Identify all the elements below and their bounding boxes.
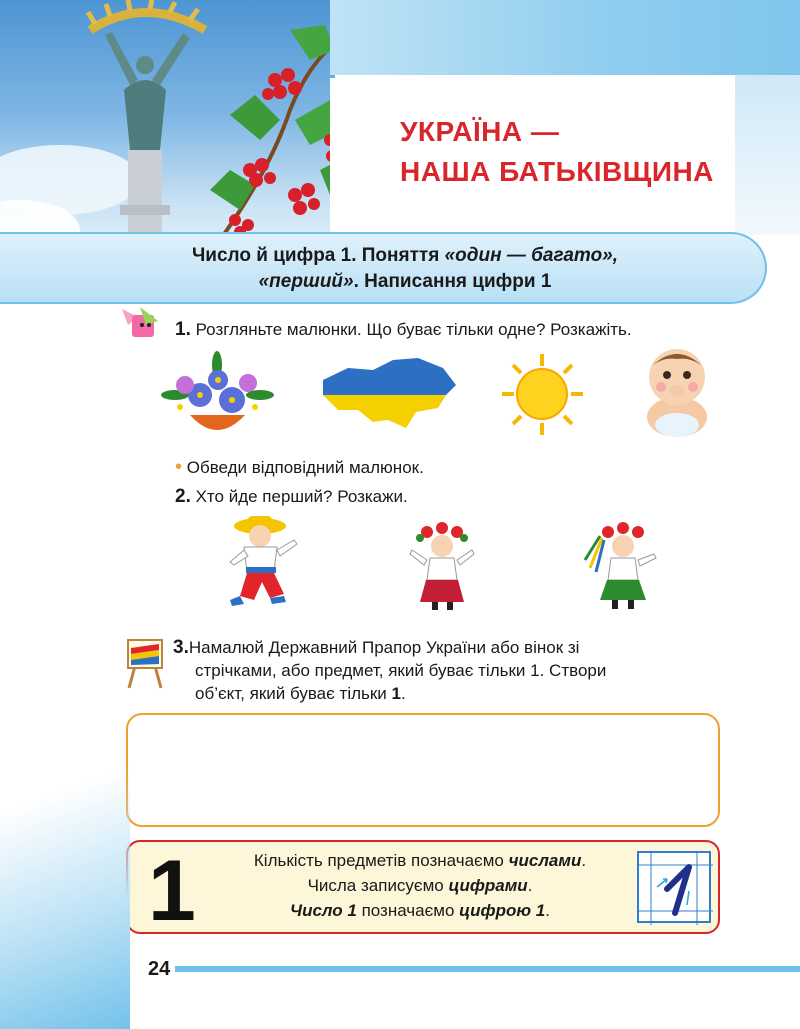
rule-line2: Числа записуємо (307, 876, 449, 895)
header-sky-strip (735, 75, 800, 235)
lesson-title-text: Число й цифра 1. Поняття (191, 245, 445, 266)
rule-line1-bold: числами (508, 851, 582, 870)
task1-text: Розгляньте малюнки. Що буває тільки одне? Розкажіть. (195, 320, 632, 339)
task1 (175, 318, 735, 341)
sun-picture[interactable] (500, 352, 585, 437)
task2 (175, 485, 675, 508)
girl-in-wreath-picture[interactable] (402, 520, 482, 615)
rule-digit: 1 (148, 843, 196, 939)
lesson-title-text-2: . Написання цифри 1 (353, 271, 552, 292)
rule-line3-end: . (545, 901, 550, 920)
task2-text: Хто йде перший? Розкажи. (195, 487, 408, 506)
baby-picture[interactable] (635, 345, 720, 440)
digit-one-writing-guide-icon (637, 851, 713, 925)
task1-bullet-text: Обведи відповідний малюнок. (186, 458, 424, 477)
chapter-title-line2: НАША БАТЬКІВЩИНА (400, 156, 714, 187)
chapter-title-line1: УКРАЇНА — (400, 116, 560, 147)
flowers-bouquet-picture[interactable] (160, 345, 275, 440)
ukraine-map-picture[interactable] (318, 350, 460, 435)
task1-bullet (175, 456, 675, 479)
rule-line3-bold2: цифрою 1 (459, 901, 546, 920)
header-sky-band (330, 0, 800, 75)
rule-line2-bold: цифрами (448, 876, 528, 895)
rule-text (200, 848, 640, 923)
task3-number: 3. (173, 637, 189, 658)
task3-line1: Намалюй Державний Прапор України або вінок зі (188, 638, 580, 657)
lesson-title-italic-2: «перший» (258, 271, 354, 292)
rule-line3: позначаємо (356, 901, 460, 920)
rule-line1: Кількість предметів позначаємо (253, 851, 509, 870)
lesson-title (120, 243, 690, 295)
lesson-title-italic: «один — багато», (444, 245, 619, 266)
rule-line2-end: . (527, 876, 533, 895)
drawing-area[interactable] (126, 713, 720, 827)
speaking-task-icon (118, 305, 166, 347)
viburnum-branch-illustration (200, 20, 335, 250)
bullet-dot-icon: • (175, 456, 183, 478)
page-corner-decoration (0, 700, 130, 1029)
painting-easel-icon (125, 636, 165, 690)
footer-line (175, 966, 800, 972)
rule-line3-bold1: Число 1 (290, 901, 357, 920)
task2-number: 2. (175, 486, 191, 507)
task3 (173, 636, 728, 705)
boy-running-picture[interactable] (222, 512, 307, 612)
girl-in-wreath-2-picture[interactable] (580, 520, 665, 615)
task3-line3-bold: 1 (391, 684, 401, 703)
header-photo (0, 0, 335, 255)
task1-number: 1. (175, 319, 191, 340)
chapter-title (400, 112, 740, 192)
task3-line2: стрічками, або предмет, який буває тільки 1. Створи (195, 661, 607, 680)
task3-line3: об’єкт, який буває тільки (195, 684, 392, 703)
page-number: 24 (148, 958, 171, 980)
task3-line3-end: . (401, 684, 406, 703)
rule-line1-end: . (581, 851, 587, 870)
